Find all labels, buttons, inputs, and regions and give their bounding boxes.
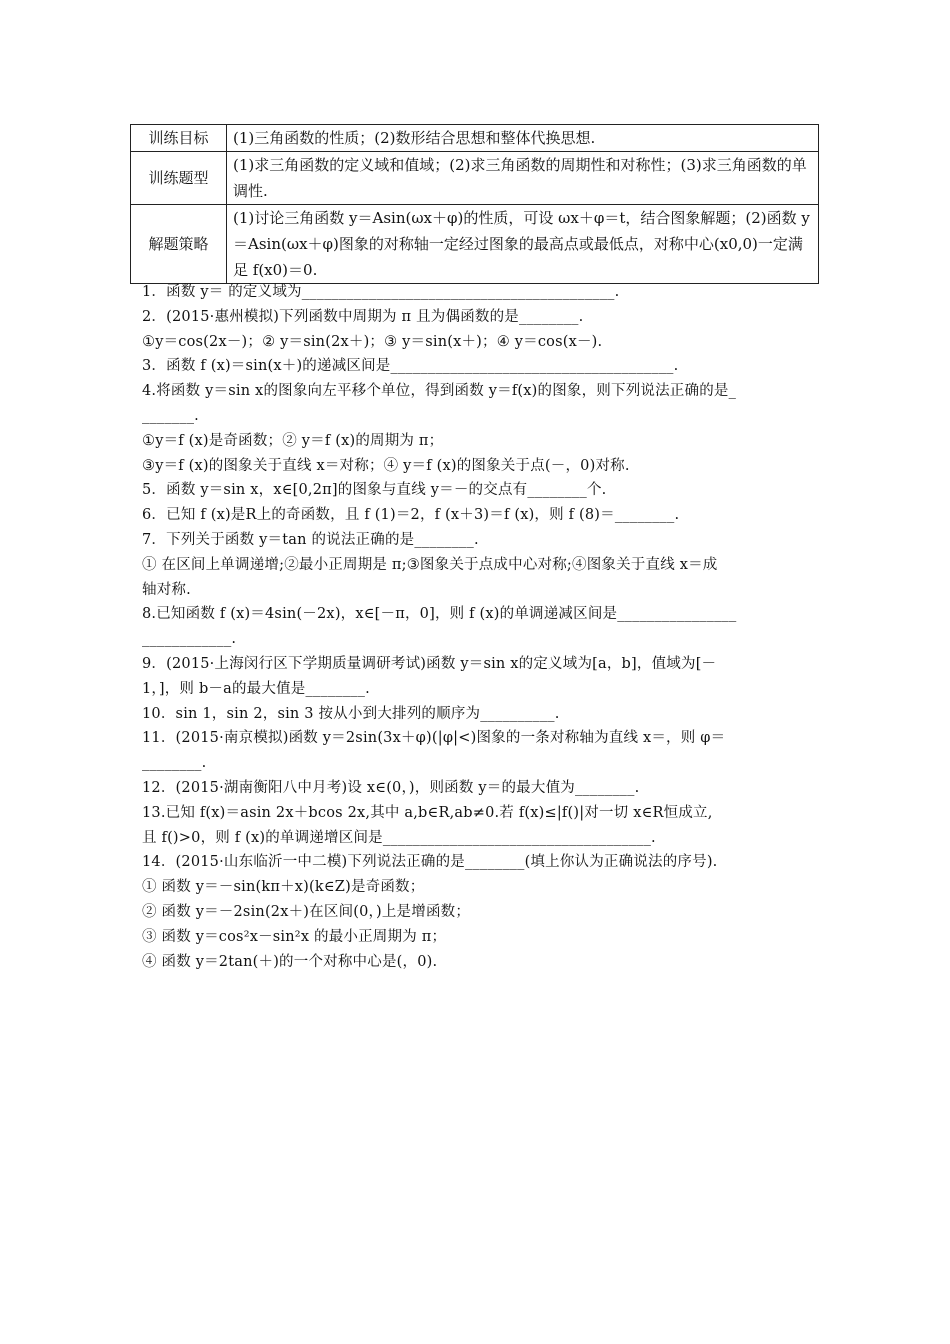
exercise-list xyxy=(142,280,812,974)
exercise-line: 13.已知 f(x)＝asin 2x＋bcos 2x,其中 a,b∈R,ab≠0.若 f(x)≤|f()|对一切 x∈R恒成立, xyxy=(142,804,713,821)
exercise-line: 11．(2015·南京模拟)函数 y＝2sin(3x＋φ)(|φ|<)图象的一条对称轴为直线 x＝，则 φ＝ xyxy=(142,730,726,747)
exercise-line: ③y＝f (x)的图象关于直线 x＝对称；④ y＝f (x)的图象关于点(－，0)对称. xyxy=(142,457,630,474)
exercise-line: 且 f()>0，则 f (x)的单调递增区间是____________________________________. xyxy=(142,829,656,846)
exercise-line: 2．(2015·惠州模拟)下列函数中周期为 π 且为偶函数的是________. xyxy=(142,308,584,325)
exercise-line: 5．函数 y＝sin x，x∈[0,2π]的图象与直线 y＝－的交点有________个. xyxy=(142,482,607,499)
exercise-line: 12．(2015·湖南衡阳八中月考)设 x∈(0，)，则函数 y＝的最大值为________. xyxy=(142,779,640,796)
exercise-line: 7．下列关于函数 y＝tan 的说法正确的是________. xyxy=(142,531,479,548)
exercise-line: 4.将函数 y＝sin x的图象向左平移个单位，得到函数 y＝f(x)的图象，则下列说法正确的是_ xyxy=(142,383,737,400)
table-row xyxy=(131,205,819,284)
exercise-line: 轴对称. xyxy=(142,581,191,598)
training-info-table xyxy=(130,124,819,284)
exercise-line: 3．函数 f (x)＝sin(x＋)的递减区间是______________________________________. xyxy=(142,358,679,375)
exercise-line: 6．已知 f (x)是R上的奇函数，且 f (1)＝2，f (x＋3)＝f (x)，则 f (8)＝________. xyxy=(142,507,680,524)
exercise-line: 1，]，则 b－a的最大值是________. xyxy=(142,680,370,697)
exercise-line: ② 函数 y＝－2sin(2x＋)在区间(0，)上是增函数； xyxy=(142,903,471,920)
exercise-line: 1．函数 y＝ 的定义域为__________________________________________. xyxy=(142,284,620,300)
exercise-line: ①y＝f (x)是奇函数；② y＝f (x)的周期为 π； xyxy=(142,432,444,449)
exercise-line: _______. xyxy=(142,407,199,424)
exercise-line: 14．(2015·山东临沂一中二模)下列说法正确的是________(填上你认为正确说法的序号). xyxy=(142,854,718,871)
exercise-line: 8.已知函数 f (x)＝4sin(－2x)，x∈[－π，0]，则 f (x)的单调递减区间是________________ xyxy=(142,606,737,623)
row-header-strategy: 解题策略 xyxy=(131,205,227,284)
exercise-line: ________. xyxy=(142,755,207,772)
exercise-line: ① 在区间上单调递增;②最小正周期是 π;③图象关于点成中心对称;④图象关于直线 x＝成 xyxy=(142,556,718,573)
exercise-line: ①y＝cos(2x－)；② y＝sin(2x＋)；③ y＝sin(x＋)；④ y＝cos(x－). xyxy=(142,333,603,350)
row-header-goal: 训练目标 xyxy=(131,125,227,152)
table-row xyxy=(131,125,819,152)
row-content-type: (1)求三角函数的定义域和值域；(2)求三角函数的周期性和对称性；(3)求三角函数的单调性. xyxy=(227,152,819,205)
exercise-line: ____________. xyxy=(142,631,237,648)
row-content-goal: (1)三角函数的性质；(2)数形结合思想和整体代换思想. xyxy=(227,125,819,152)
exercise-line: 10．sin 1，sin 2，sin 3 按从小到大排列的顺序为__________. xyxy=(142,705,560,722)
exercise-line: 9．(2015·上海闵行区下学期质量调研考试)函数 y＝sin x的定义域为[a，b]，值域为[－ xyxy=(142,655,717,672)
exercise-line: ① 函数 y＝－sin(kπ＋x)(k∈Z)是奇函数； xyxy=(142,879,425,896)
row-content-strategy: (1)讨论三角函数 y＝Asin(ωx＋φ)的性质，可设 ωx＋φ＝t，结合图象解题；(2)函数 y＝Asin(ωx＋φ)图象的对称轴一定经过图象的最高点或最低点，对称中心(x0,0)一定满足 f(x0)＝0. xyxy=(227,205,819,284)
exercise-line: ③ 函数 y＝cos²x－sin²x 的最小正周期为 π； xyxy=(142,928,447,945)
row-header-type: 训练题型 xyxy=(131,152,227,205)
table-row xyxy=(131,152,819,205)
exercise-line: ④ 函数 y＝2tan(＋)的一个对称中心是(，0). xyxy=(142,953,438,970)
